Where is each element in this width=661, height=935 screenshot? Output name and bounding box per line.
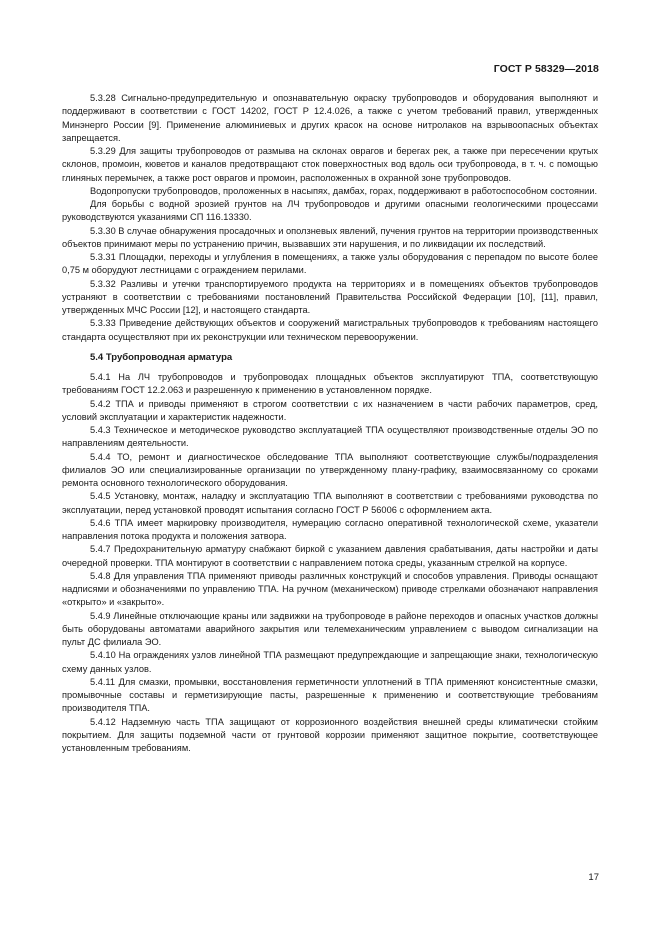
paragraph-5-4-1: 5.4.1 На ЛЧ трубопроводов и трубопроводах площадных объектов эксплуатируют ТПА, соответствующую требованиям ГОСТ 12.2.063 и разрешенную к применению в установленном порядке.: [62, 372, 598, 396]
paragraph-5-3-29: 5.3.29 Для защиты трубопроводов от размыва на склонах оврагов и берегах рек, а также при пересечении крутых склонов, промоин, кюветов и каналов предотвращают сток поверхностных вод вдоль оси трубопровода, в т. ч. с помощью глиняных перемычек, а также рост оврагов и промоин, расположенных в охранной зоне трубопроводов.: [62, 146, 598, 183]
paragraph-5-3-32: 5.3.32 Разливы и утечки транспортируемого продукта на территориях и в помещениях объектов трубопроводов устраняют в соответствии с требованиями постановлений Правительства Российской Федерации [10], [11], правил, утвержденных МЧС России [12], и настоящего стандарта.: [62, 278, 598, 315]
paragraph-5-4-7: 5.4.7 Предохранительную арматуру снабжают биркой с указанием давления срабатывания, даты настройки и даты очередной проверки. ТПА монтируют в соответствии с направлением потока среды, указанным стрелкой на корпусе.: [62, 544, 598, 568]
paragraph-5-4-2: 5.4.2 ТПА и приводы применяют в строгом соответствии с их назначением в части рабочих параметров, сред, условий эксплуатации и характеристик надежности.: [62, 398, 598, 422]
paragraph-5-3-30: 5.3.30 В случае обнаружения просадочных и оползневых явлений, пучения грунтов на территории производственных объектов принимают меры по устранению причин, вызвавших эти нарушения, и по ликвидации их последствий.: [62, 225, 598, 249]
paragraph-erosion: Для борьбы с водной эрозией грунтов на ЛЧ трубопроводов и другими опасными геологическими процессами руководствуются указаниями СП 116.13330.: [62, 199, 598, 223]
paragraph-5-4-10: 5.4.10 На ограждениях узлов линейной ТПА размещают предупреждающие и запрещающие знаки, технологическую схему данных узлов.: [62, 650, 598, 674]
paragraph-5-3-31: 5.3.31 Площадки, переходы и углубления в помещениях, а также узлы оборудования с перепадом по высоте более 0,75 м оборудуют лестницами с ограждением перилами.: [62, 252, 598, 276]
paragraph-5-3-33: 5.3.33 Приведение действующих объектов и сооружений магистральных трубопроводов к требованиям настоящего стандарта осуществляют при их реконструкции или техническом перевооружении.: [62, 318, 598, 342]
paragraph-culverts: Водопропуски трубопроводов, проложенных в насыпях, дамбах, горах, поддерживают в работоспособном состоянии.: [90, 185, 598, 196]
paragraph-5-4-8: 5.4.8 Для управления ТПА применяют приводы различных конструкций и способов управления. Приводы оснащают надписями и обозначениями по управлению ТПА. На ручном (механическом) приводе стрелками обозначают направления «открыто» и «закрыто».: [62, 570, 598, 608]
paragraph-5-4-3: 5.4.3 Техническое и методическое руководство эксплуатацией ТПА осуществляют производственные отделы ЭО по направлениям деятельности.: [62, 425, 598, 449]
document-designation: ГОСТ Р 58329—2018: [493, 63, 599, 75]
paragraph-5-4-12: 5.4.12 Надземную часть ТПА защищают от коррозионного воздействия внешней среды климатически стойким покрытием. Для защиты подземной части от грунтовой коррозии применяют защитное покрытие, соответствующее установленным требованиям.: [62, 716, 598, 753]
paragraph-5-4-6: 5.4.6 ТПА имеет маркировку производителя, нумерацию согласно оперативной технологической схеме, указатели направления потока продукта и положения затвора.: [62, 517, 598, 541]
paragraph-5-4-5: 5.4.5 Установку, монтаж, наладку и эксплуатацию ТПА выполняют в соответствии с требованиями руководства по эксплуатации, перед установкой проводят испытания согласно ГОСТ Р 56006 с оформлением акта.: [62, 491, 598, 515]
page-body: [62, 92, 598, 755]
page-number: 17: [588, 872, 599, 883]
section-heading: 5.4 Трубопроводная арматура: [90, 351, 233, 363]
paragraph-5-3-28: 5.3.28 Сигнально-предупредительную и опознавательную окраску трубопроводов и оборудования выполняют и поддерживают в соответствии с ГОСТ 14202, ГОСТ Р 12.4.026, а также с учетом требований правил, утвержденных Минэнерго России [9]. Применение алюминиевых и других красок на основе нитролаков на взрывоопасных объектах запрещается.: [62, 93, 598, 143]
paragraph-5-4-9: 5.4.9 Линейные отключающие краны или задвижки на трубопроводе в районе переходов и опасных участков должны быть оборудованы автоматами аварийного закрытия или телемеханическим управлением с выводом сигнализации на пульт ДС филиала ЭО.: [62, 610, 598, 647]
paragraph-5-4-11: 5.4.11 Для смазки, промывки, восстановления герметичности уплотнений в ТПА применяют консистентные смазки, промывочные составы и герметизирующие пасты, разрешенные к применению и соответствующие требованиям производителя ТПА.: [62, 676, 598, 714]
paragraph-5-4-4: 5.4.4 ТО, ремонт и диагностическое обследование ТПА выполняют соответствующие службы/подразделения филиалов ЭО или специализированные организации по утвержденному плану-графику, взаимосвязанному со сроками ремонта основного технологического оборудования.: [62, 451, 598, 488]
